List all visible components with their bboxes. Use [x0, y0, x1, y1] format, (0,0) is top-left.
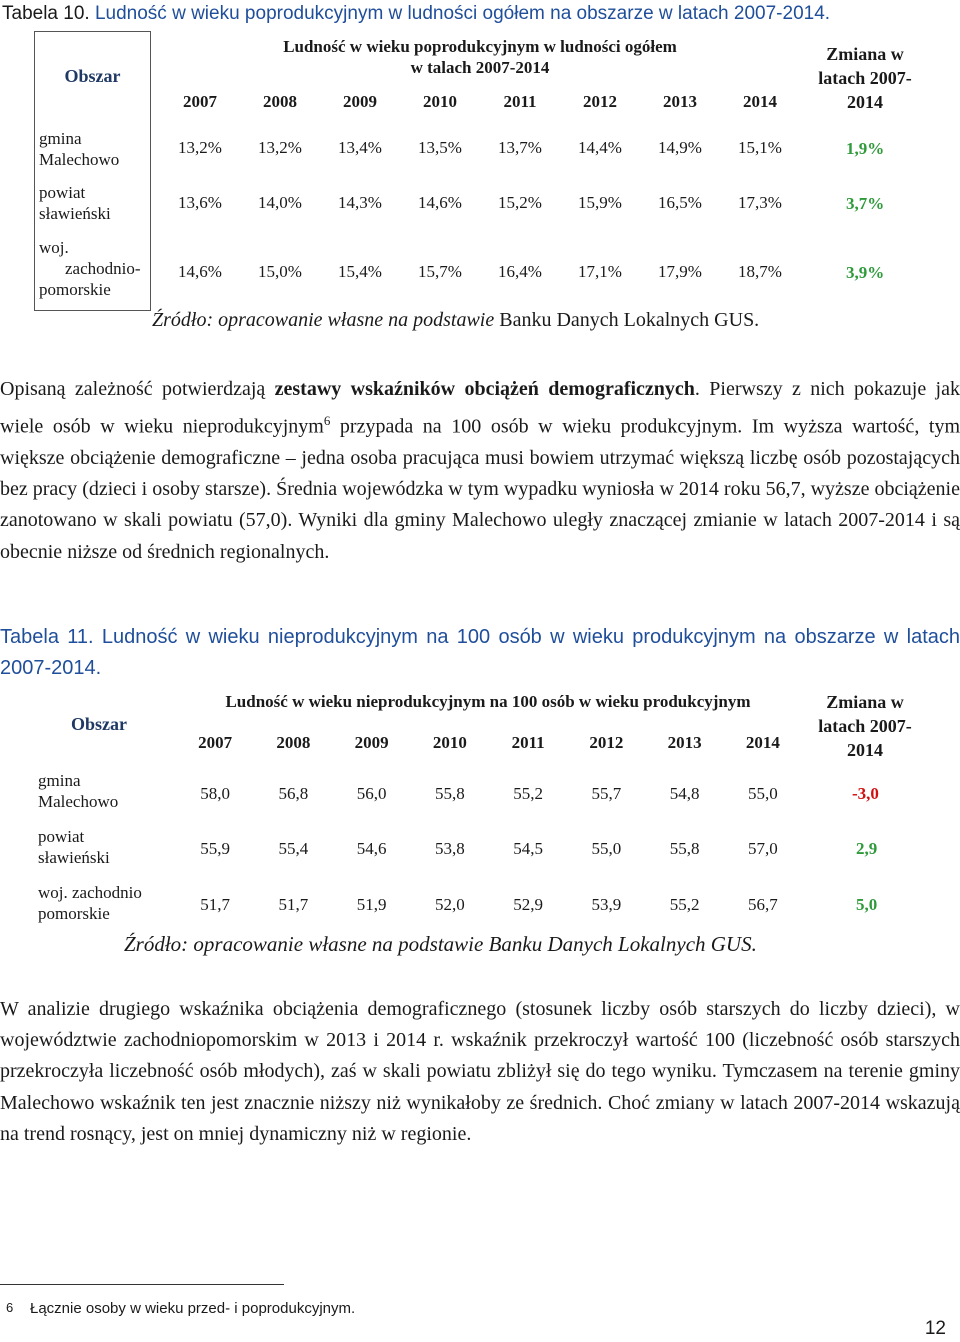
table2-area-column: [34, 686, 149, 934]
table-cell: 15,1%: [738, 138, 782, 157]
year-cell: 2013: [667, 733, 702, 752]
table1-row: [160, 193, 800, 213]
table-cell: 51,7: [278, 895, 309, 914]
table-cell: 17,9%: [658, 262, 702, 281]
table-cell: 13,6%: [178, 193, 222, 212]
year-cell: 2012: [583, 92, 617, 111]
year-cell: 2009: [354, 733, 389, 752]
table-cell: 56,8: [278, 784, 309, 803]
table-cell: 54,6: [356, 839, 387, 858]
table-cell: 51,9: [356, 895, 387, 914]
table2-source: Źródło: opracowanie własne na podstawie Banku Danych Lokalnych GUS.: [124, 932, 757, 956]
year-cell: 2014: [743, 92, 777, 111]
table1-caption: [2, 0, 830, 29]
table1-row: [160, 138, 800, 158]
source-plain: Banku Danych Lokalnych GUS.: [494, 309, 760, 331]
table-cell: 56,7: [748, 895, 778, 914]
paragraph-text: . Pierwszy z nich pokazuje jak wiele osób w wieku nieprodukcyjnym: [0, 378, 960, 438]
table2-header: Ludność w wieku nieprodukcyjnym na 100 osób w wieku produkcyjnym: [225, 692, 751, 711]
table-cell: 16,4%: [498, 262, 542, 281]
table1-caption-text: Ludność w wieku poprodukcyjnym w ludności ogółem na obszarze w latach 2007-2014.: [89, 3, 831, 24]
table-cell: 14,9%: [658, 138, 702, 157]
table-cell: 55,7: [591, 784, 622, 803]
year-cell: 2014: [745, 733, 780, 752]
page-number: 12: [924, 1318, 946, 1339]
table-cell: 17,3%: [738, 193, 782, 212]
header-line: w talach 2007-2014: [410, 58, 550, 77]
row-label-line: zachodnio-: [65, 259, 141, 278]
table2-col-area: Obszar: [71, 714, 127, 734]
table-cell: 55,2: [513, 784, 543, 803]
table2-caption: Tabela 11. Ludność w wieku nieprodukcyjnym na 100 osób w wieku produkcyjnym na obszarze w latach 2007-2014.: [0, 626, 960, 679]
row-label-line: pomorskie: [38, 904, 110, 923]
table-cell: 13,2%: [258, 138, 302, 157]
row-label-line: gmina: [39, 129, 82, 148]
table-cell: 54,8: [669, 784, 700, 803]
header-line: latach 2007-: [818, 68, 912, 88]
header-line: 2014: [847, 92, 883, 112]
row-label-line: pomorskie: [39, 280, 111, 299]
table-cell: 13,4%: [338, 138, 382, 157]
table1-row-label: [39, 182, 111, 224]
table-cell: 54,5: [513, 839, 543, 858]
table-cell: 55,0: [591, 839, 622, 858]
row-label-line: Malechowo: [38, 792, 119, 811]
footnote-divider: [0, 1284, 284, 1285]
year-cell: 2008: [263, 92, 297, 111]
row-label-line: sławieński: [39, 204, 111, 223]
footnote-mark: 6: [6, 1300, 14, 1315]
table-cell: 15,7%: [418, 262, 462, 281]
paragraph-text: przypada na 100 osób w wieku produkcyjnym. Im wyższa wartość, tym większe obciążenie demograficzne – jedna osoba pracująca musi bowiem utrzymać większą liczbę osób pozostających bez pracy (dzieci i osoby starsze). Średnia wojewódzka w tym wypadku wyniosła w 2014 roku 56,7, wyższe obciążenie zanotowano w skali powiatu (57,0). Wyniki dla gminy Malechowo uległy znaczącej zmianie w latach 2007-2014 i są obecnie niższe od średnich regionalnych.: [0, 415, 960, 563]
table2-row: [176, 895, 802, 915]
table-cell: 14,4%: [578, 138, 622, 157]
table1-row-label: [39, 128, 119, 170]
table2-year-row: [176, 733, 802, 753]
table-cell: 15,0%: [258, 262, 302, 281]
row-label-line: gmina: [38, 771, 81, 790]
year-cell: 2011: [511, 733, 545, 752]
year-cell: 2008: [276, 733, 311, 752]
table-cell: 16,5%: [658, 193, 702, 212]
header-line: Ludność w wieku poprodukcyjnym w ludności ogółem: [283, 37, 677, 56]
table-cell: 13,2%: [178, 138, 222, 157]
table1-area-column: [34, 31, 151, 311]
year-cell: 2012: [589, 733, 624, 752]
footnote-text: Łącznie osoby w wieku przed- i poprodukcyjnym.: [30, 1300, 356, 1317]
year-cell: 2010: [432, 733, 467, 752]
table1-source: [152, 309, 759, 332]
table1-change-cell: 1,9%: [846, 139, 885, 158]
table-cell: 14,3%: [338, 193, 382, 212]
year-cell: 2010: [423, 92, 457, 111]
row-label-line: woj.: [39, 238, 69, 257]
table-cell: 14,0%: [258, 193, 302, 212]
table2-change-cell: 2,9: [856, 839, 878, 858]
year-cell: 2007: [198, 733, 233, 752]
table-cell: 15,4%: [338, 262, 382, 281]
table1-change-cell: 3,7%: [846, 194, 885, 213]
table-cell: 58,0: [200, 784, 230, 803]
table-cell: 15,2%: [498, 193, 542, 212]
table-cell: 53,9: [591, 895, 622, 914]
table-cell: 55,9: [200, 839, 230, 858]
table-cell: 52,9: [513, 895, 543, 914]
table-cell: 14,6%: [418, 193, 462, 212]
table2-change-cell: -3,0: [852, 784, 879, 803]
table-cell: 55,0: [748, 784, 778, 803]
table1-caption-prefix: Tabela 10.: [2, 3, 90, 24]
table2-col-change: [812, 690, 918, 762]
table-cell: 15,9%: [578, 193, 622, 212]
header-line: Zmiana w: [826, 692, 904, 712]
table-cell: 14,6%: [178, 262, 222, 281]
table2-row-label: [38, 826, 110, 868]
table-cell: 51,7: [200, 895, 230, 914]
table1-year-row: [160, 92, 800, 112]
table-cell: 53,8: [435, 839, 465, 858]
table2-row: [176, 784, 802, 804]
table-cell: 52,0: [435, 895, 465, 914]
table1-col-area: Obszar: [64, 66, 121, 86]
row-label-line: Malechowo: [39, 150, 120, 169]
table-cell: 55,8: [435, 784, 465, 803]
table2-change-cell: 5,0: [856, 895, 878, 914]
paragraph-analysis: W analizie drugiego wskaźnika obciążenia demograficznego (stosunek liczby osób starszych do liczby dzieci), w województwie zachodniopomorskim w 2013 i 2014 r. wskaźnik przekroczył wartość 100 (liczebność osób starszych przekroczyła liczebność osób młodych), zaś w skali powiatu zbliżył się do tego wyniku. Tymczasem na terenie gminy Malechowo wskaźnik ten jest znacznie niższy niż wynikałoby ze średnich. Choć zmiany w latach 2007-2014 wskazują na trend rosnący, jest on mniej dynamiczny niż w regionie.: [0, 998, 960, 1145]
row-label-line: woj. zachodnio: [38, 883, 142, 902]
footnote-ref[interactable]: 6: [323, 413, 331, 429]
year-cell: 2013: [663, 92, 697, 111]
table1-change-cell: 3,9%: [846, 263, 885, 282]
table2-row: [176, 839, 802, 859]
paragraph-bold: zestawy wskaźników obciążeń demograficznych: [274, 378, 695, 400]
table1-row-label: [39, 237, 141, 300]
table-cell: 13,7%: [498, 138, 542, 157]
year-cell: 2009: [343, 92, 377, 111]
header-line: 2014: [847, 740, 883, 760]
row-label-line: sławieński: [38, 848, 110, 867]
table1-col-change: [812, 42, 918, 114]
table-cell: 55,2: [669, 895, 700, 914]
table-cell: 17,1%: [578, 262, 622, 281]
table2-row-label: [38, 882, 142, 924]
table-cell: 57,0: [748, 839, 778, 858]
table-cell: 55,8: [669, 839, 700, 858]
year-cell: 2007: [183, 92, 217, 111]
header-line: latach 2007-: [818, 716, 912, 736]
table1-row: [160, 262, 800, 282]
paragraph-dependency: [0, 374, 960, 568]
row-label-line: powiat: [39, 183, 86, 202]
table2-row-label: [38, 770, 118, 812]
source-italic: Źródło: opracowanie własne na podstawie: [152, 309, 495, 331]
table1-header: [150, 36, 810, 78]
paragraph-text: Opisaną zależność potwierdzają: [0, 378, 275, 400]
table-cell: 13,5%: [418, 138, 462, 157]
table-cell: 55,4: [278, 839, 309, 858]
header-line: Zmiana w: [826, 44, 904, 64]
table-cell: 18,7%: [738, 262, 782, 281]
row-label-line: powiat: [38, 827, 85, 846]
table-cell: 56,0: [356, 784, 387, 803]
year-cell: 2011: [503, 92, 537, 111]
